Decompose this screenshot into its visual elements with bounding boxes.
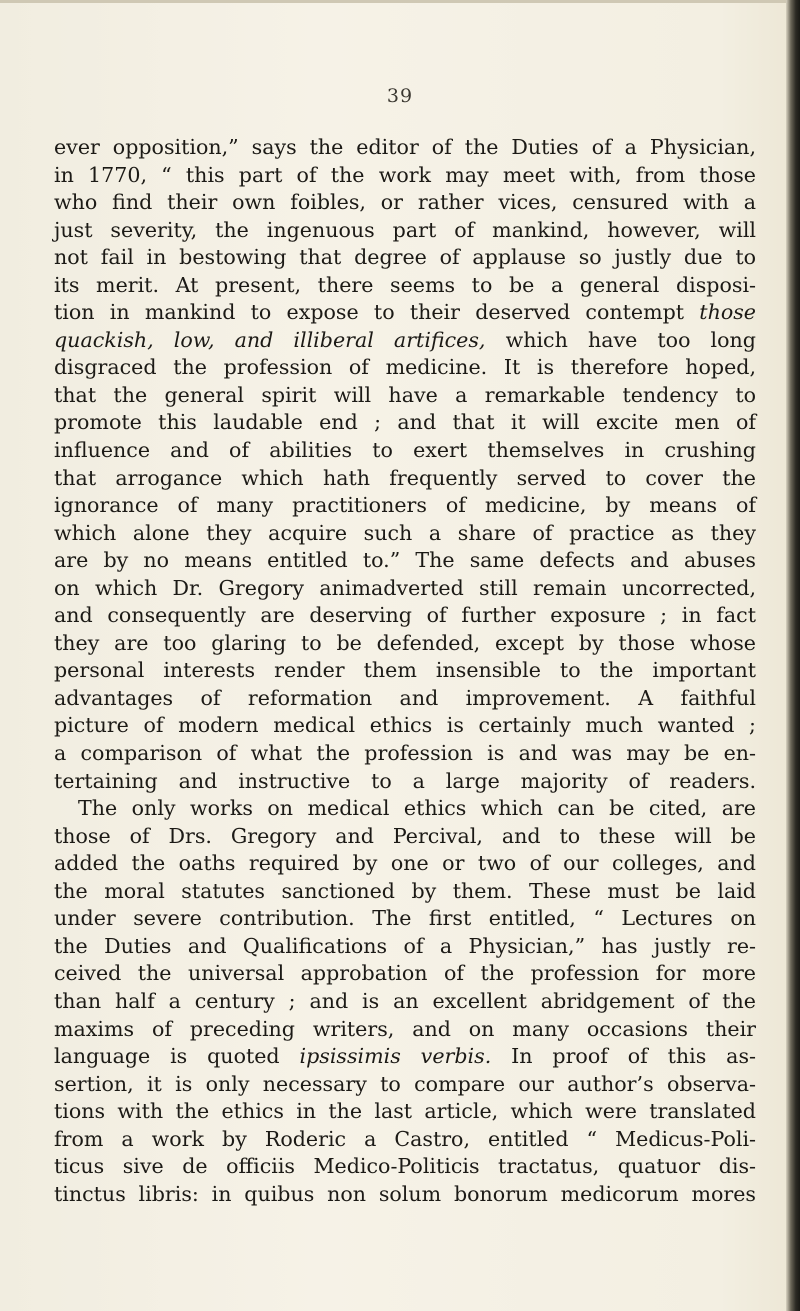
text-line: disgraced the profession of medicine. It is therefore hoped, [54, 355, 756, 380]
text-line: ticus sive de officiis Medico-Politicis tractatus, quatuor dis- [54, 1154, 756, 1179]
italic-text-run: quackish, low, and illiberal artifices, [54, 327, 486, 352]
text-line: who find their own foibles, or rather vices, censured with a [54, 190, 756, 215]
page-number: 39 [386, 85, 414, 107]
text-line: tions with the ethics in the last article, which were translated [54, 1099, 756, 1124]
text-line: ignorance of many practitioners of medicine, by means of [54, 493, 756, 518]
text-line: that the general spirit will have a remarkable tendency to [54, 382, 756, 407]
text-line: ceived the universal approbation of the profession for more [54, 961, 756, 986]
text-line: picture of modern medical ethics is certainly much wanted ; [54, 713, 756, 738]
text-line: its merit. At present, there seems to be a general disposi- [54, 272, 756, 297]
text-line: which alone they acquire such a share of practice as they [54, 520, 756, 545]
book-binding-edge [786, 0, 800, 1311]
text-run: tion in mankind to expose to their deserved contempt [54, 300, 700, 325]
text-line [54, 299, 756, 327]
italic-text-run: those [699, 300, 756, 325]
text-line: are by no means entitled to.” The same defects and abuses [54, 548, 756, 573]
text-line: tinctus libris: in quibus non solum bonorum medicorum mores [54, 1181, 756, 1206]
text-line: in 1770, “ this part of the work may meet with, from those [54, 162, 756, 187]
body-text [54, 134, 756, 1208]
text-line: tertaining and instructive to a large majority of readers. [54, 768, 756, 793]
text-line: not fail in bestowing that degree of applause so justly due to [54, 245, 756, 270]
text-line: a comparison of what the profession is and was may be en- [54, 741, 756, 766]
text-run: In proof of this as- [491, 1044, 756, 1069]
text-line [54, 327, 756, 355]
text-line: just severity, the ingenuous part of mankind, however, will [54, 217, 756, 242]
text-line [54, 1043, 756, 1071]
top-edge-shadow [0, 0, 800, 3]
text-line: from a work by Roderic a Castro, entitled “ Medicus-Poli- [54, 1126, 756, 1151]
text-line: sertion, it is only necessary to compare our author’s observa- [54, 1071, 756, 1096]
text-line: on which Dr. Gregory animadverted still remain uncorrected, [54, 575, 756, 600]
text-line: added the oaths required by one or two of our colleges, and [54, 851, 756, 876]
italic-text-run: ipsissimis verbis. [299, 1044, 492, 1069]
text-line: the Duties and Qualifications of a Physician,” has justly re- [54, 933, 756, 958]
text-line: promote this laudable end ; and that it will excite men of [54, 410, 756, 435]
text-line: that arrogance which hath frequently served to cover the [54, 465, 756, 490]
text-run: which have too long [485, 327, 756, 352]
text-line: personal interests render them insensible to the important [54, 658, 756, 683]
text-line: those of Drs. Gregory and Percival, and to these will be [54, 823, 756, 848]
text-line: under severe contribution. The first entitled, “ Lectures on [54, 906, 756, 931]
text-line: influence and of abilities to exert themselves in crushing [54, 438, 756, 463]
text-line: than half a century ; and is an excellent abridgement of the [54, 988, 756, 1013]
text-run: language is quoted [54, 1044, 300, 1069]
text-line: they are too glaring to be defended, except by those whose [54, 630, 756, 655]
text-line: maxims of preceding writers, and on many occasions their [54, 1016, 756, 1041]
text-line: ever opposition,” says the editor of the Duties of a Physician, [54, 135, 756, 159]
paragraph-first-line: The only works on medical ethics which can be cited, are [78, 796, 756, 821]
text-line: and consequently are deserving of further exposure ; in fact [54, 603, 756, 628]
text-line: advantages of reformation and improvement. A faithful [54, 685, 756, 710]
text-line: the moral statutes sanctioned by them. These must be laid [54, 878, 756, 903]
